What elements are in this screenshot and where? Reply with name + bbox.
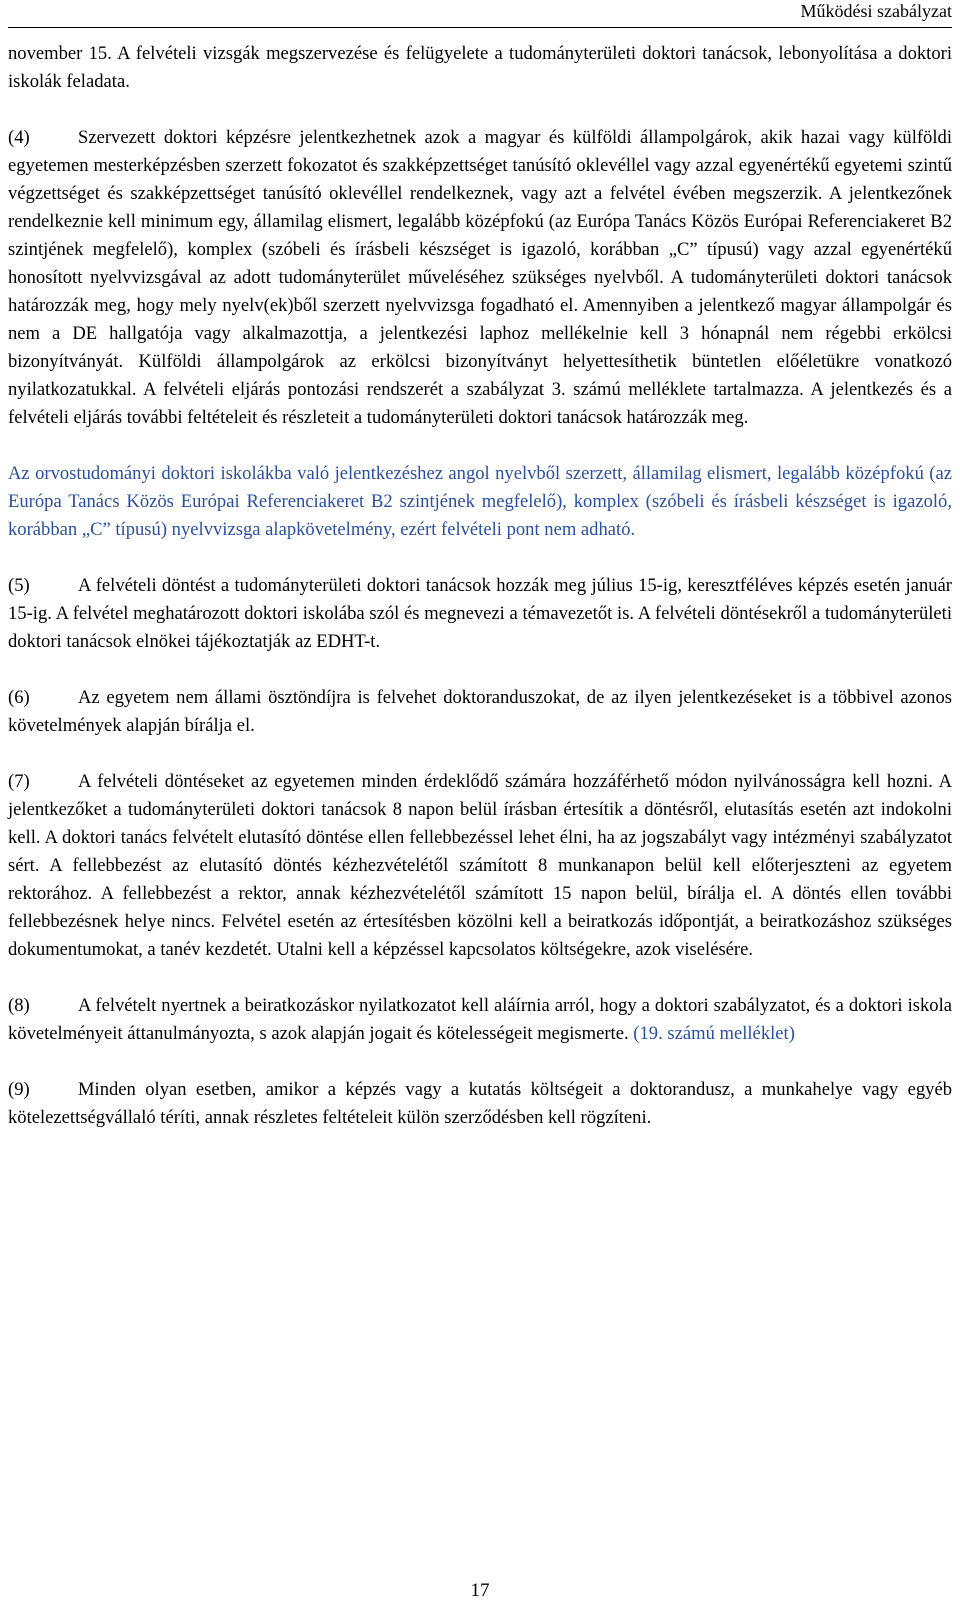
paragraph-number: (8)	[8, 995, 30, 1016]
paragraph-text: Minden olyan esetben, amikor a képzés vagy a kutatás költségeit a doktorandusz, a munkahelye vagy egyéb kötelezettségvállaló téríti, annak részletes feltételeit külön szerződésben kell rögzíteni.	[8, 1079, 952, 1128]
paragraph-text: november 15. A felvételi vizsgák megszervezése és felügyelete a tudományterületi doktori tanácsok, lebonyolítása a doktori iskolák feladata.	[8, 43, 952, 92]
paragraph-4	[8, 124, 952, 432]
paragraph-text: Az orvostudományi doktori iskolákba való jelentkezéshez angol nyelvből szerzett, államilag elismert, legalább középfokú (az Európa Tanács Közös Európai Referenciakeret B2 szintjének megfelelő), komplex (szóbeli és írásbeli készséget is igazoló, korábban „C” típusú) nyelvvizsga alapkövetelmény, ezért felvételi pont nem adható.	[8, 463, 952, 540]
paragraph-highlighted-note	[8, 460, 952, 544]
paragraph-5	[8, 572, 952, 656]
paragraph-text: A felvételi döntést a tudományterületi doktori tanácsok hozzák meg július 15-ig, keresztféléves képzés esetén január 15-ig. A felvétel meghatározott doktori iskolába szól és megnevezi a témavezetőt is. A felvételi döntésekről a tudományterületi doktori tanácsok elnökei tájékoztatják az EDHT-t.	[8, 575, 952, 652]
paragraph-continuation	[8, 40, 952, 96]
page-number: 17	[470, 1580, 490, 1601]
paragraph-7	[8, 768, 952, 964]
paragraph-number: (5)	[8, 575, 30, 596]
paragraph-9	[8, 1076, 952, 1132]
paragraph-text: A felvételi döntéseket az egyetemen minden érdeklődő számára hozzáférhető módon nyilvánosságra kell hozni. A jelentkezőket a tudományterületi doktori tanácsok 8 napon belül írásban értesítik a döntésről, elutasítás esetén azt indokolni kell. A doktori tanács felvételt elutasító döntése ellen fellebbezéssel lehet élni, ha az jogszabályt vagy intézményi szabályzatot sért. A fellebbezést az elutasító döntés kézhezvételétől számított 8 munkanapon belül kell előterjeszteni az egyetem rektorához. A fellebbezést a rektor, annak kézhezvételétől számított 15 napon belül, bírálja el. A döntés ellen további fellebbezésnek helye nincs. Felvétel esetén az értesítésben közölni kell a beiratkozás időpontját, a beiratkozáshoz szükséges dokumentumokat, a tanév kezdetét. Utalni kell a képzéssel kapcsolatos költségekre, azok viselésére.	[8, 771, 952, 960]
header-rule	[8, 27, 952, 28]
paragraph-text: A felvételt nyertnek a beiratkozáskor nyilatkozatot kell aláírnia arról, hogy a doktori szabályzatot, és a doktori iskola követelményeit áttanulmányozta, s azok alapján jogait és kötelességeit megismerte.	[8, 995, 952, 1044]
annex-reference-link[interactable]: (19. számú melléklet)	[633, 1023, 795, 1044]
paragraph-number: (7)	[8, 771, 30, 792]
paragraph-6	[8, 684, 952, 740]
document-body	[8, 40, 952, 1160]
paragraph-text: Az egyetem nem állami ösztöndíjra is felvehet doktoranduszokat, de az ilyen jelentkezéseket is a többivel azonos követelmények alapján bírálja el.	[8, 687, 952, 736]
paragraph-8	[8, 992, 952, 1048]
paragraph-number: (9)	[8, 1079, 30, 1100]
paragraph-number: (4)	[8, 127, 30, 148]
paragraph-text: Szervezett doktori képzésre jelentkezhetnek azok a magyar és külföldi állampolgárok, akik hazai vagy külföldi egyetemen mesterképzésben szerzett fokozatot és szakképzettséget tanúsító oklevéllel vagy azzal egyenértékű egyetemi szintű végzettséget és szakképzettséget tanúsító oklevéllel rendelkeznek, vagy azt a felvétel évében megszerzik. A jelentkezőnek rendelkeznie kell minimum egy, államilag elismert, legalább középfokú (az Európa Tanács Közös Európai Referenciakeret B2 szintjének megfelelő), komplex (szóbeli és írásbeli készséget is igazoló, korábban „C” típusú) vagy azzal egyenértékű honosított nyelvvizsgával az adott tudományterület műveléséhez szükséges nyelvből. A tudományterületi doktori tanácsok határozzák meg, hogy mely nyelv(ek)ből szerzett nyelvvizsga fogadható el. Amennyiben a jelentkező magyar állampolgár és nem a DE hallgatója vagy alkalmazottja, a jelentkezési laphoz mellékelnie kell 3 hónapnál nem régebbi erkölcsi bizonyítványát. Külföldi állampolgárok az erkölcsi bizonyítványt helyettesíthetik büntetlen előéletükre vonatkozó nyilatkozatukkal. A felvételi eljárás pontozási rendszerét a szabályzat 3. számú melléklete tartalmazza. A jelentkezés és a felvételi eljárás további feltételeit és részleteit a tudományterületi doktori tanácsok határozzák meg.	[8, 127, 952, 428]
running-header: Működési szabályzat	[800, 1, 952, 21]
paragraph-number: (6)	[8, 687, 30, 708]
